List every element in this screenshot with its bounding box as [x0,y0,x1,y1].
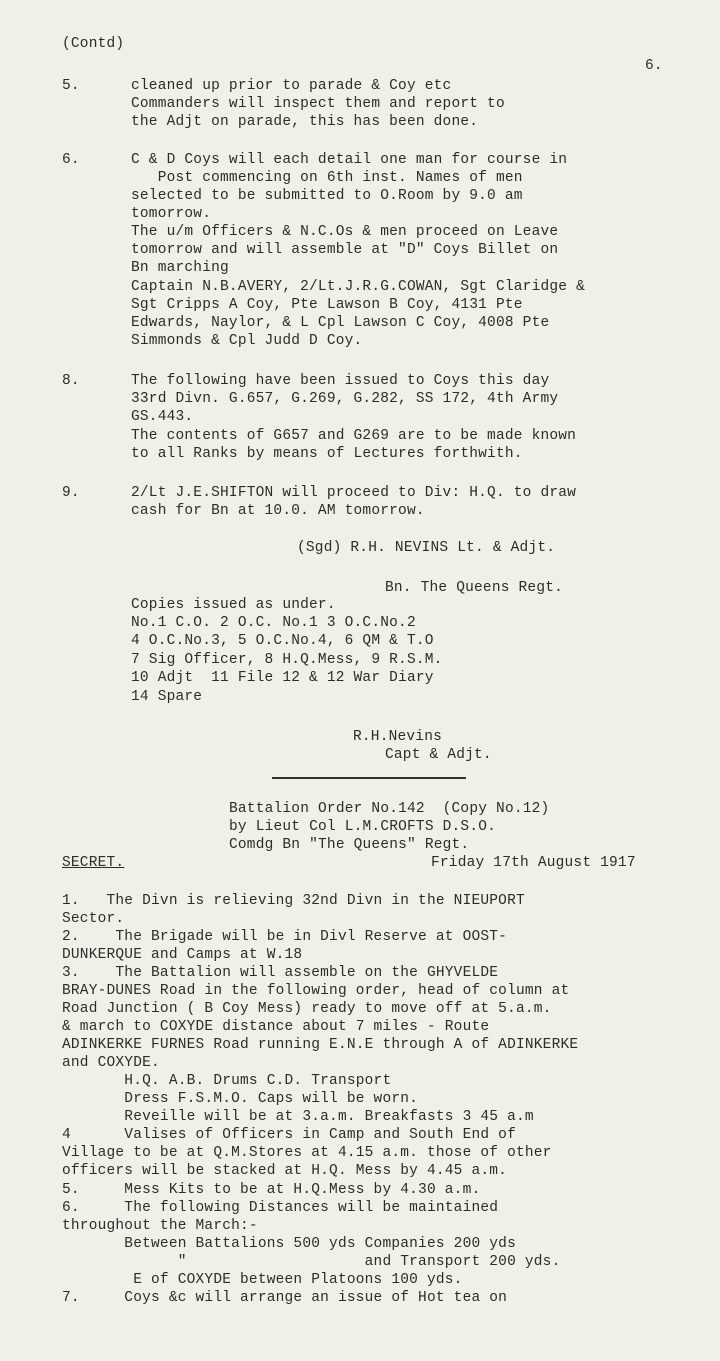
text-line: Bn marching [131,260,229,276]
copies-line: 14 Spare [131,689,203,705]
text-line: 33rd Divn. G.657, G.269, G.282, SS 172, 4th Army [131,391,559,407]
text-line: 5. Mess Kits to be at H.Q.Mess by 4.30 a.m. [62,1182,481,1198]
copies-line: No.1 C.O. 2 O.C. No.1 3 O.C.No.2 [131,615,416,631]
order-heading-line: by Lieut Col L.M.CROFTS D.S.O. [229,819,497,835]
text-line: Between Battalions 500 yds Companies 200 yds [62,1236,516,1252]
text-line: " and Transport 200 yds. [62,1254,561,1270]
text-line: Commanders will inspect them and report to [131,96,505,112]
text-line: The following have been issued to Coys this day [131,373,550,389]
copies-line: Copies issued as under. [131,597,336,613]
text-line: H.Q. A.B. Drums C.D. Transport [62,1073,392,1089]
regiment-line: Bn. The Queens Regt. [385,580,564,596]
text-line: Road Junction ( B Coy Mess) ready to move off at 5.a.m. [62,1001,552,1017]
text-line: officers will be stacked at H.Q. Mess by 4.45 a.m. [62,1163,508,1179]
text-line: throughout the March:- [62,1218,258,1234]
item-number: 8. [62,373,80,389]
signed-line: (Sgd) R.H. NEVINS Lt. & Adjt. [297,540,556,556]
copies-line: 7 Sig Officer, 8 H.Q.Mess, 9 R.S.M. [131,652,443,668]
text-line: cash for Bn at 10.0. AM tomorrow. [131,503,425,519]
text-line: ADINKERKE FURNES Road running E.N.E through A of ADINKERKE [62,1037,579,1053]
text-line: 7. Coys &c will arrange an issue of Hot tea on [62,1290,508,1306]
text-line: Dress F.S.M.O. Caps will be worn. [62,1091,419,1107]
item-number: 6. [62,152,80,168]
text-line: The contents of G657 and G269 are to be made known [131,428,577,444]
order-heading-line: Comdg Bn "The Queens" Regt. [229,837,470,853]
text-line: DUNKERQUE and Camps at W.18 [62,947,303,963]
text-line: Sgt Cripps A Coy, Pte Lawson B Coy, 4131 Pte [131,297,523,313]
text-line: The u/m Officers & N.C.Os & men proceed on Leave [131,224,559,240]
text-line: Village to be at Q.M.Stores at 4.15 a.m. those of other [62,1145,552,1161]
text-line: Simmonds & Cpl Judd D Coy. [131,333,363,349]
copies-line: 10 Adjt 11 File 12 & 12 War Diary [131,670,434,686]
text-line: selected to be submitted to O.Room by 9.0 am [131,188,523,204]
item-number: 9. [62,485,80,501]
text-line: & march to COXYDE distance about 7 miles - Route [62,1019,490,1035]
secret-label: SECRET. [62,855,125,871]
signature-name: R.H.Nevins [353,729,443,745]
text-line: the Adjt on parade, this has been done. [131,114,479,130]
order-date: Friday 17th August 1917 [431,855,636,871]
text-line: GS.443. [131,409,194,425]
text-line: 4 Valises of Officers in Camp and South End of [62,1127,516,1143]
text-line: 1. The Divn is relieving 32nd Divn in the NIEUPORT [62,893,525,909]
text-line: Edwards, Naylor, & L Cpl Lawson C Coy, 4008 Pte [131,315,550,331]
text-line: E of COXYDE between Platoons 100 yds. [62,1272,463,1288]
text-line: tomorrow. [131,206,212,222]
page-number: 6. [645,58,663,74]
copies-line: 4 O.C.No.3, 5 O.C.No.4, 6 QM & T.O [131,633,434,649]
text-line: 6. The following Distances will be maintained [62,1200,499,1216]
text-line: tomorrow and will assemble at "D" Coys Billet on [131,242,559,258]
text-line: Reveille will be at 3.a.m. Breakfasts 3 45 a.m [62,1109,534,1125]
text-line: Sector. [62,911,125,927]
item-number: 5. [62,78,80,94]
text-line: 2/Lt J.E.SHIFTON will proceed to Div: H.Q. to draw [131,485,577,501]
text-line: and COXYDE. [62,1055,160,1071]
section-divider [272,777,466,779]
text-line: BRAY-DUNES Road in the following order, head of column at [62,983,570,999]
text-line: 3. The Battalion will assemble on the GHYVELDE [62,965,499,981]
text-line: Post commencing on 6th inst. Names of men [131,170,523,186]
text-line: C & D Coys will each detail one man for course in [131,152,568,168]
text-line: 2. The Brigade will be in Divl Reserve at OOST- [62,929,508,945]
order-heading-line: Battalion Order No.142 (Copy No.12) [229,801,550,817]
signature-title: Capt & Adjt. [385,747,492,763]
text-line: Captain N.B.AVERY, 2/Lt.J.R.G.COWAN, Sgt Claridge & [131,279,585,295]
text-line: to all Ranks by means of Lectures forthwith. [131,446,523,462]
contd-label: (Contd) [62,36,125,52]
text-line: cleaned up prior to parade & Coy etc [131,78,452,94]
